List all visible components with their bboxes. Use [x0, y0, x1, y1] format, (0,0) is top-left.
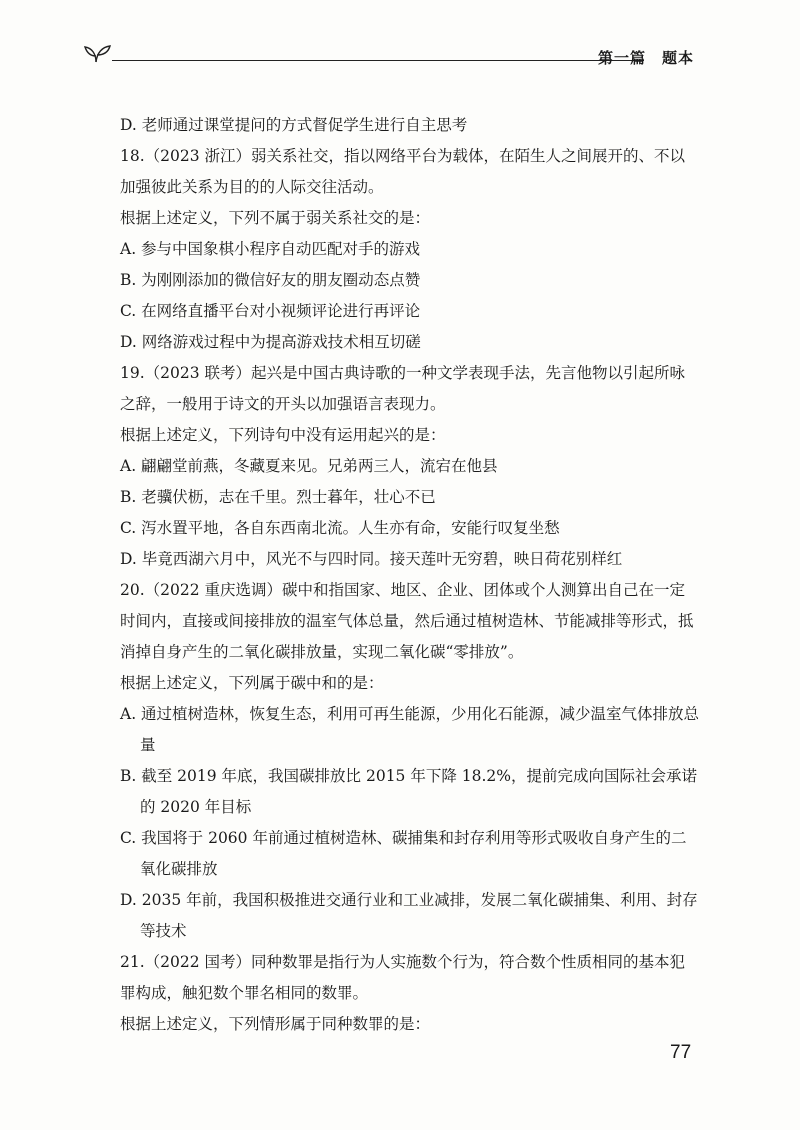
option-18d: D. 网络游戏过程中为提高游戏技术相互切磋	[120, 333, 421, 351]
option-20a: A. 通过植树造林，恢复生态，利用可再生能源，少用化石能源，减少温室气体排放总量	[120, 705, 700, 754]
question-20-prompt: 根据上述定义，下列属于碳中和的是：	[120, 674, 384, 692]
page-header	[82, 38, 694, 78]
option-17d: D. 老师通过课堂提问的方式督促学生进行自主思考	[120, 116, 468, 134]
option-20d: D. 2035 年前，我国积极推进交通行业和工业减排，发展二氧化碳捕集、利用、封存等技术	[120, 891, 698, 940]
page-number: 77	[670, 1042, 692, 1063]
option-18a: A. 参与中国象棋小程序自动匹配对手的游戏	[120, 240, 421, 258]
question-21-prompt: 根据上述定义，下列情形属于同种数罪的是：	[120, 1015, 431, 1033]
option-19d: D. 毕竟西湖六月中，风光不与四时同。接天莲叶无穷碧，映日荷花别样红	[120, 550, 623, 568]
option-18c: C. 在网络直播平台对小视频评论进行再评论	[120, 302, 421, 320]
question-content	[120, 110, 700, 1040]
section-title: 第一篇 题本	[597, 49, 694, 67]
option-19a: A. 翩翩堂前燕，冬藏夏来见。兄弟两三人，流宕在他县	[120, 457, 498, 475]
question-21-stem: 21.（2022 国考）同种数罪是指行为人实施数个行为，符合数个性质相同的基本犯罪构成，触犯数个罪名相同的数罪。	[120, 953, 686, 1002]
option-20b: B. 截至 2019 年底，我国碳排放比 2015 年下降 18.2%，提前完成向国际社会承诺的 2020 年目标	[120, 767, 698, 816]
question-19-prompt: 根据上述定义，下列诗句中没有运用起兴的是：	[120, 426, 446, 444]
option-19b: B. 老骥伏枥，志在千里。烈士暮年，壮心不已	[120, 488, 436, 506]
question-18-prompt: 根据上述定义，下列不属于弱关系社交的是：	[120, 209, 431, 227]
question-18-stem: 18.（2023 浙江）弱关系社交，指以网络平台为载体，在陌生人之间展开的、不以加强彼此关系为目的的人际交往活动。	[120, 147, 686, 196]
option-19c: C. 泻水置平地，各自东西南北流。人生亦有命，安能行叹复坐愁	[120, 519, 560, 537]
option-20c: C. 我国将于 2060 年前通过植树造林、碳捕集和封存利用等形式吸收自身产生的二氧化碳排放	[120, 829, 687, 878]
header-rule	[112, 60, 644, 61]
question-19-stem: 19.（2023 联考）起兴是中国古典诗歌的一种文学表现手法，先言他物以引起所咏之辞，一般用于诗文的开头以加强语言表现力。	[120, 364, 686, 413]
option-18b: B. 为刚刚添加的微信好友的朋友圈动态点赞	[120, 271, 421, 289]
sprout-icon	[82, 42, 114, 64]
question-20-stem: 20.（2022 重庆选调）碳中和指国家、地区、企业、团体或个人测算出自己在一定时间内，直接或间接排放的温室气体总量，然后通过植树造林、节能减排等形式，抵消掉自身产生的二氧化碳排放量，实现二氧化碳“零排放”。	[120, 581, 694, 661]
